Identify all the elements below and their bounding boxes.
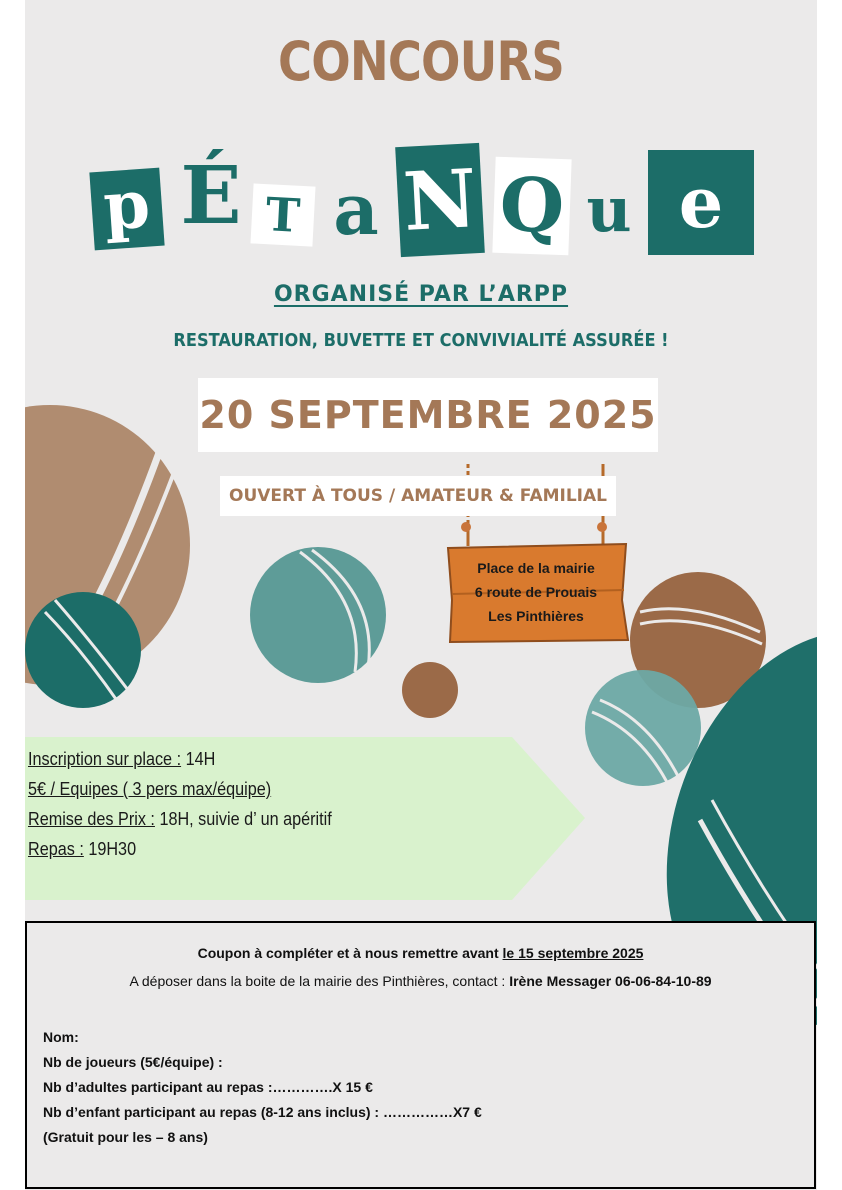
info-list	[28, 744, 448, 864]
organizer-text: ORGANISÉ PAR L’ARPP	[273, 282, 569, 307]
remise-label: Remise des Prix :	[28, 809, 155, 829]
light-teal-ball-right	[585, 670, 701, 788]
organizer-line	[0, 282, 842, 307]
info-tarif	[28, 774, 406, 804]
repas-label: Repas :	[28, 839, 84, 859]
event-date: 20 SEPTEMBRE 2025	[198, 378, 658, 452]
sign-line-3: Les Pinthières	[488, 608, 584, 624]
field-enfants: Nb d’enfant participant au repas (8-12 ans inclus) : ……………X7 €	[43, 1104, 482, 1120]
title-letter: e	[648, 150, 754, 255]
title-petanque	[92, 140, 762, 260]
field-joueurs: Nb de joueurs (5€/équipe) :	[43, 1054, 223, 1070]
info-inscription	[28, 744, 406, 774]
location-sign	[446, 542, 626, 642]
info-remise	[28, 804, 406, 834]
tarif-text: 5€ / Equipes ( 3 pers max/équipe)	[28, 779, 272, 799]
light-teal-ball-center	[250, 547, 386, 683]
field-nom: Nom:	[43, 1029, 79, 1045]
inscription-label: Inscription sur place :	[28, 749, 182, 769]
coupon-fields	[43, 1025, 482, 1150]
title-letter: a	[333, 168, 379, 251]
coupon-header-text: Coupon à compléter et à nous remettre avant	[197, 945, 503, 961]
sign-line-1: Place de la mairie	[477, 560, 595, 576]
inscription-value: 14H	[181, 749, 216, 769]
title-letter: p	[89, 168, 164, 251]
registration-coupon	[25, 921, 816, 1189]
title-letter: É	[180, 148, 242, 242]
repas-value: 19H30	[83, 839, 137, 859]
title-letter: N	[395, 143, 485, 257]
title-letter: u	[586, 173, 632, 246]
title-letter: Q	[492, 157, 571, 256]
info-repas	[28, 834, 406, 864]
restauration-line: RESTAURATION, BUVETTE ET CONVIVIALITÉ ASSURÉE !	[173, 330, 669, 351]
field-adultes: Nb d’adultes participant au repas :………….X 15 €	[43, 1079, 373, 1095]
coupon-deposit-text: A déposer dans la boite de la mairie des Pinthières, contact :	[129, 973, 510, 989]
title-letter: T	[250, 183, 315, 246]
coupon-header	[27, 945, 814, 961]
coupon-contact: Irène Messager 06-06-84-10-89	[509, 973, 712, 989]
teal-ball-left	[25, 592, 141, 708]
coupon-subtitle	[27, 973, 814, 989]
jack-ball	[402, 662, 458, 718]
title-concours: CONCOURS	[277, 30, 565, 93]
remise-value: 18H, suivie d’ un apéritif	[154, 809, 332, 829]
sign-line-2: 6 route de Prouais	[474, 584, 598, 600]
field-gratuit: (Gratuit pour les – 8 ans)	[43, 1129, 208, 1145]
coupon-deadline: le 15 septembre 2025	[502, 945, 644, 961]
open-to-all: OUVERT À TOUS / AMATEUR & FAMILIAL	[220, 476, 616, 516]
